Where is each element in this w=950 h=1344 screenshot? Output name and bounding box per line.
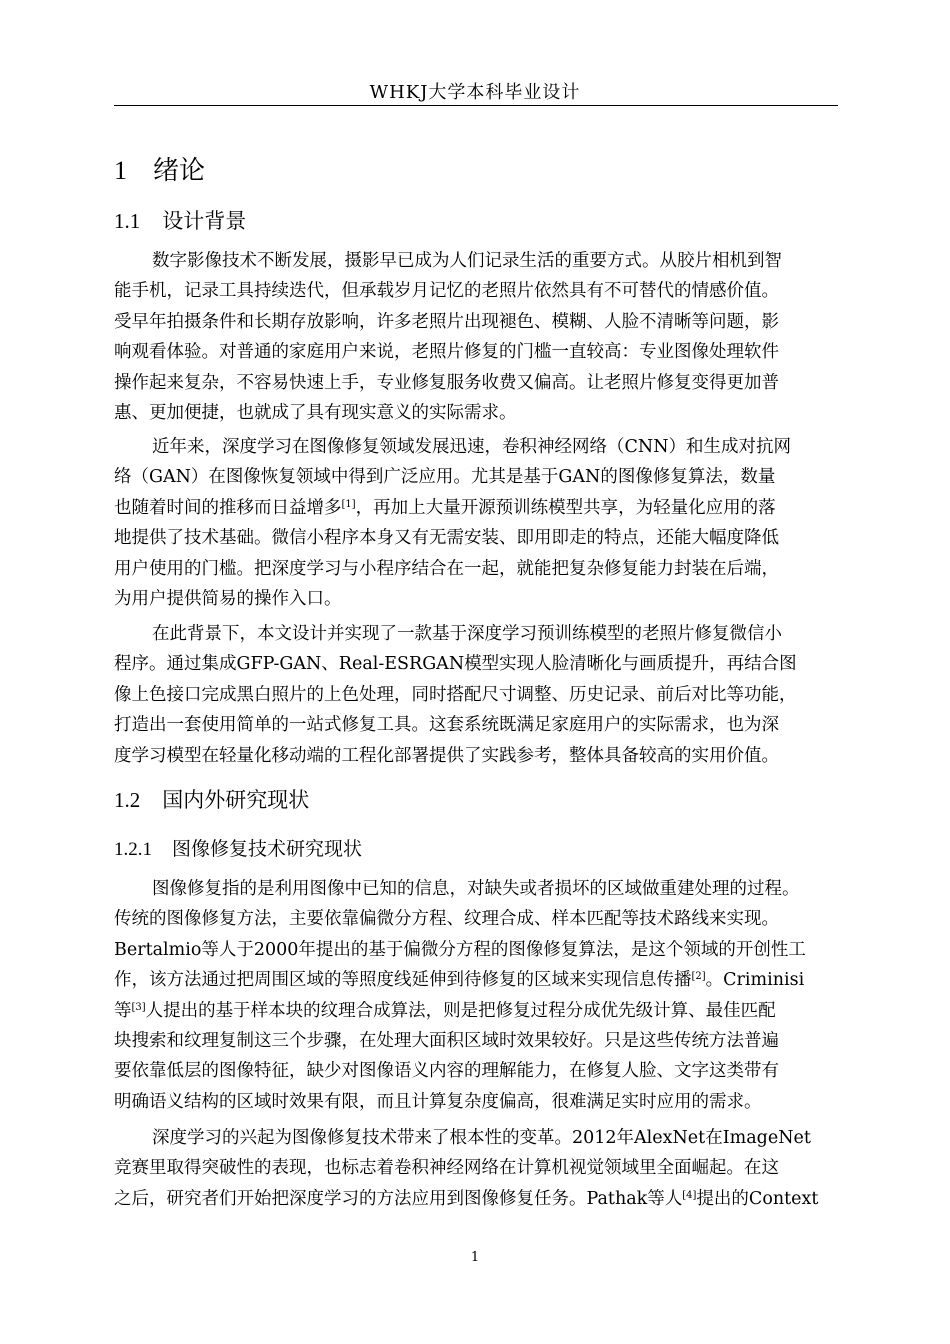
chapter-number: 1 — [114, 156, 127, 185]
line-text: 提出的Context — [696, 1188, 819, 1209]
line-text: 作，该方法通过把周围区域的等照度线延伸到待修复的区域来实现信息传播 — [114, 970, 692, 991]
line-text: 。Criminisi — [705, 970, 805, 991]
section-title: 国内外研究现状 — [162, 788, 310, 812]
chapter-heading — [114, 154, 205, 188]
line-text: 人提出的基于样本块的纹理合成算法，则是把修复过程分成优先级计算、最佳匹配 — [145, 1000, 776, 1021]
paragraph-line: 响观看体验。对普通的家庭用户来说，老照片修复的门槛一直较高：专业图像处理软件 — [114, 342, 779, 363]
paragraph-line: 受早年拍摄条件和长期存放影响，许多老照片出现褪色、模糊、人脸不清晰等问题，影 — [114, 311, 779, 332]
subsection-number: 1.2.1 — [114, 839, 152, 860]
paragraph-line: 要依靠低层的图像特征，缺少对图像语义内容的理解能力，在修复人脸、文字这类带有 — [114, 1061, 779, 1082]
paragraph-line: 为用户提供简易的操作入口。 — [114, 588, 342, 609]
paragraph-line: 操作起来复杂，不容易快速上手，专业修复服务收费又偏高。让老照片修复变得更加普 — [114, 372, 779, 393]
paragraph-line: 图像修复指的是利用图像中已知的信息，对缺失或者损坏的区域做重建处理的过程。 — [152, 879, 800, 899]
paragraph-line: 在此背景下，本文设计并实现了一款基于深度学习预训练模型的老照片修复微信小 — [152, 624, 782, 644]
paragraph-line: Bertalmio等人于2000年提出的基于偏微分方程的图像修复算法，是这个领域的开创性工 — [114, 939, 806, 960]
paragraph-background-2 — [114, 432, 838, 614]
paragraph-background-1 — [114, 246, 838, 428]
header-rule — [114, 105, 838, 106]
paragraph-line: 传统的图像修复方法，主要依靠偏微分方程、纹理合成、样本匹配等技术路线来实现。 — [114, 909, 779, 930]
paragraph-line: 能手机，记录工具持续迭代，但承载岁月记忆的老照片依然具有不可替代的情感价值。 — [114, 281, 779, 302]
paragraph-line — [114, 996, 838, 1026]
paragraph-line: 度学习模型在轻量化移动端的工程化部署提供了实践参考，整体具备较高的实用价值。 — [114, 745, 779, 766]
paragraph-line: 数字影像技术不断发展，摄影早已成为人们记录生活的重要方式。从胶片相机到智 — [152, 251, 782, 271]
paragraph-line: 打造出一套使用简单的一站式修复工具。这套系统既满足家庭用户的实际需求，也为深 — [114, 715, 779, 736]
subsection-title: 图像修复技术研究现状 — [172, 838, 363, 860]
section-title: 设计背景 — [162, 209, 247, 233]
paragraph-line — [114, 493, 838, 523]
citation-1: [1] — [341, 498, 356, 510]
chapter-title: 绪论 — [153, 156, 206, 186]
paragraph-line: 地提供了技术基础。微信小程序本身又有无需安装、即用即走的特点，还能大幅度降低 — [114, 528, 779, 549]
paragraph-line: 深度学习的兴起为图像修复技术带来了根本性的变革。2012年AlexNet在ImageNet — [152, 1128, 811, 1148]
paragraph-research-2 — [114, 1123, 838, 1214]
paragraph-line: 惠、更加便捷，也就成了具有现实意义的实际需求。 — [114, 402, 517, 423]
page-number: 1 — [470, 1250, 480, 1265]
line-text: 等 — [114, 1000, 132, 1021]
paragraph-line: 程序。通过集成GFP-GAN、Real-ESRGAN模型实现人脸清晰化与画质提升，再结合图 — [114, 654, 797, 675]
citation-2: [2] — [691, 971, 706, 983]
citation-3: [3] — [131, 1001, 146, 1013]
paragraph-background-3 — [114, 619, 838, 771]
citation-4: [4] — [682, 1189, 697, 1201]
paragraph-line: 竞赛里取得突破性的表现，也标志着卷积神经网络在计算机视觉领域里全面崛起。在这 — [114, 1158, 779, 1179]
section-number: 1.1 — [114, 209, 141, 233]
paragraph-line: 明确语义结构的区域时效果有限，而且计算复杂度偏高，很难满足实时应用的需求。 — [114, 1091, 762, 1112]
paragraph-line — [114, 965, 838, 995]
subsection-heading-1-2-1 — [114, 835, 362, 864]
paragraph-research-1 — [114, 874, 838, 1117]
section-number: 1.2 — [114, 788, 141, 812]
paragraph-line: 用户使用的门槛。把深度学习与小程序结合在一起，就能把复杂修复能力封装在后端， — [114, 558, 779, 579]
section-heading-1-1 — [114, 206, 246, 236]
paragraph-line: 像上色接口完成黑白照片的上色处理，同时搭配尺寸调整、历史记录、前后对比等功能， — [114, 684, 797, 705]
paragraph-line: 近年来，深度学习在图像修复领域发展迅速，卷积神经网络（CNN）和生成对抗网 — [152, 437, 792, 457]
line-text: 也随着时间的推移而日益增多 — [114, 497, 342, 518]
paragraph-line: 块搜索和纹理复制这三个步骤，在处理大面积区域时效果较好。只是这些传统方法普遍 — [114, 1030, 779, 1051]
running-header: WHKJ大学本科毕业设计 — [369, 82, 581, 103]
section-heading-1-2 — [114, 785, 309, 815]
paragraph-line: 络（GAN）在图像恢复领域中得到广泛应用。尤其是基于GAN的图像修复算法，数量 — [114, 467, 776, 488]
line-text: ，再加上大量开源预训练模型共享，为轻量化应用的落 — [355, 497, 776, 518]
paragraph-line — [114, 1184, 838, 1214]
line-text: 之后，研究者们开始把深度学习的方法应用到图像修复任务。Pathak等人 — [114, 1188, 683, 1209]
